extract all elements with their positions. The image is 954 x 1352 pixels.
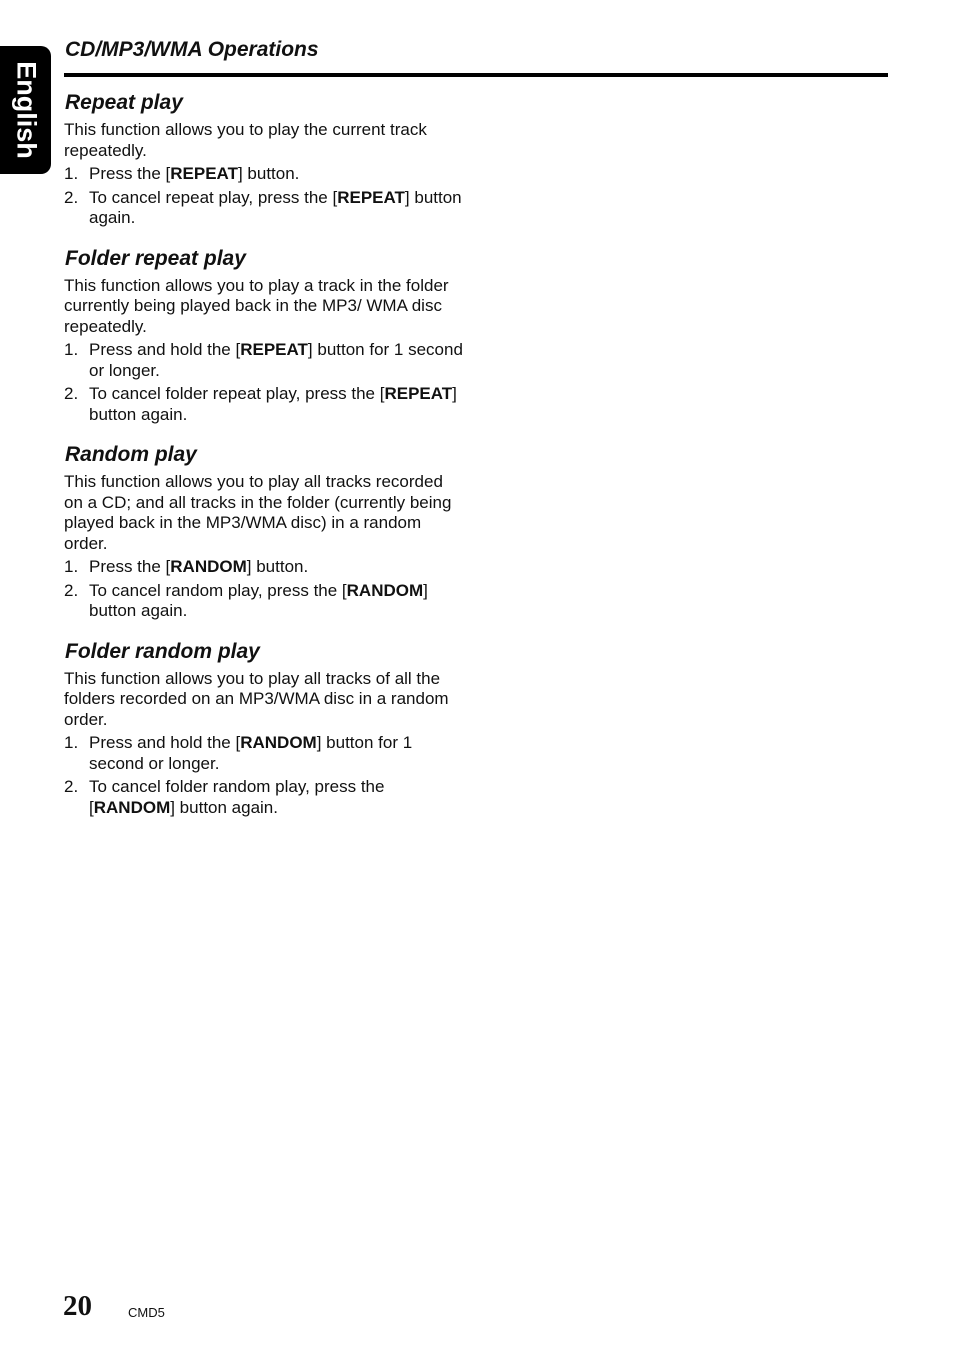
section-title: Random play [65, 443, 197, 466]
button-name: REPEAT [384, 384, 453, 403]
step-text-after: ] button. [246, 557, 309, 576]
step-text-after: ] button. [237, 164, 300, 183]
section-folder-repeat-play [64, 245, 464, 426]
section-folder-random-play [64, 638, 464, 819]
step-number: 2. [64, 187, 79, 207]
step-text-after: ] button again. [170, 797, 278, 817]
button-name: REPEAT [337, 187, 405, 207]
step-text-before: To cancel folder repeat play, press the [ [89, 384, 385, 403]
step-item [64, 557, 464, 578]
step-item [64, 581, 464, 622]
step-item [64, 733, 464, 774]
language-tab-label: English [11, 61, 41, 159]
section-description: This function allows you to play a track in the folder currently being played back in the MP3/ WMA disc repeatedly. [64, 275, 449, 336]
step-text-before: Press and hold the [ [89, 340, 241, 359]
step-number: 1. [64, 340, 79, 359]
step-number: 2. [64, 384, 79, 403]
page-header [64, 37, 888, 77]
step-item [64, 188, 464, 229]
step-text-after: ] button again. [89, 580, 428, 620]
step-item [64, 384, 464, 425]
section-title: Folder repeat play [65, 246, 246, 270]
step-item [64, 777, 464, 818]
step-number: 2. [64, 580, 79, 600]
section-description: This function allows you to play all tracks recorded on a CD; and all tracks in the folder (currently being played back in the MP3/WMA disc) in a random order. [64, 472, 452, 553]
step-item [64, 340, 464, 381]
step-item [64, 164, 464, 185]
button-name: RANDOM [170, 557, 247, 576]
step-text-after: ] button again. [89, 187, 462, 227]
section-description: This function allows you to play the current track repeatedly. [64, 120, 427, 160]
step-list [64, 733, 464, 818]
step-text-before: Press and hold the [ [89, 733, 241, 752]
language-tab [0, 46, 51, 174]
step-text-after: ] button again. [89, 384, 457, 424]
step-text-before: To cancel folder random play, press the [ [89, 777, 385, 817]
step-text-before: To cancel repeat play, press the [ [89, 187, 338, 207]
section-title: Folder random play [65, 639, 260, 663]
step-text-before: Press the [ [89, 164, 171, 183]
page-number: 20 [63, 1290, 92, 1322]
section-title: Repeat play [65, 91, 183, 114]
section-repeat-play [64, 89, 464, 229]
step-list [64, 340, 464, 425]
step-list [64, 557, 464, 622]
step-number: 1. [64, 164, 79, 183]
content-column [64, 89, 464, 834]
step-text-after: ] button for 1 second or longer. [89, 340, 463, 380]
step-text-before: To cancel random play, press the [ [89, 580, 347, 600]
button-name: RANDOM [346, 580, 424, 600]
step-text-before: Press the [ [89, 557, 171, 576]
step-number: 1. [64, 557, 79, 576]
section-description: This function allows you to play all tracks of all the folders recorded on an MP3/WMA disc in a random order. [64, 668, 449, 729]
step-list [64, 164, 464, 229]
step-text-after: ] button for 1 second or longer. [89, 733, 413, 773]
button-name: REPEAT [240, 340, 308, 359]
step-number: 2. [64, 777, 79, 796]
model-code: CMD5 [128, 1305, 165, 1320]
button-name: RANDOM [240, 733, 317, 752]
step-number: 1. [64, 733, 79, 752]
button-name: REPEAT [170, 164, 238, 183]
button-name: RANDOM [93, 797, 171, 817]
header-title: CD/MP3/WMA Operations [65, 38, 319, 61]
section-random-play [64, 441, 464, 622]
